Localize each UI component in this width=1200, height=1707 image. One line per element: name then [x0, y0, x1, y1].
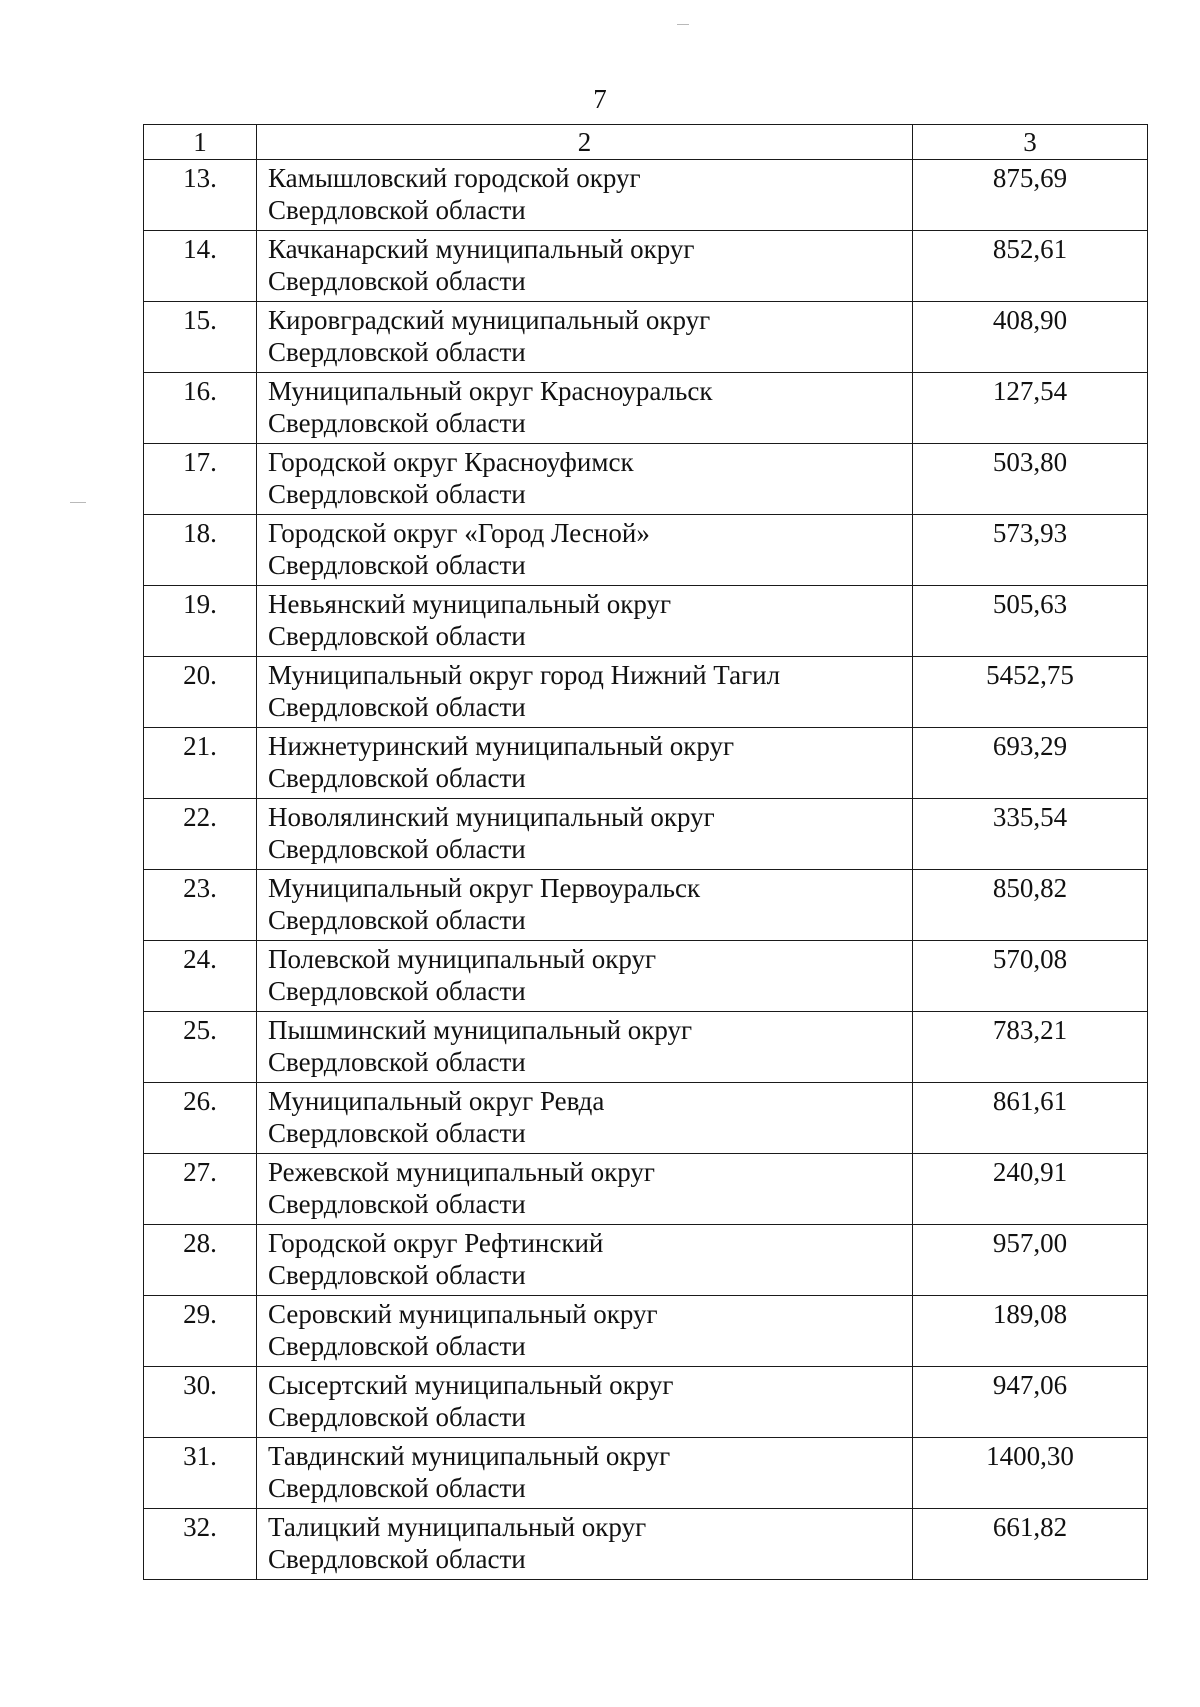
row-number: 23.: [144, 870, 257, 941]
municipality-name-line-2: Свердловской области: [268, 1189, 526, 1219]
row-number: 24.: [144, 941, 257, 1012]
row-value: 861,61: [913, 1083, 1148, 1154]
municipality-name: [257, 1367, 913, 1438]
table-row: [144, 586, 1148, 657]
municipality-name: [257, 160, 913, 231]
municipality-name-line-2: Свердловской области: [268, 479, 526, 509]
row-number: 20.: [144, 657, 257, 728]
row-number: 15.: [144, 302, 257, 373]
row-value: 189,08: [913, 1296, 1148, 1367]
row-number: 13.: [144, 160, 257, 231]
municipality-name-line-2: Свердловской области: [268, 195, 526, 225]
municipality-name: [257, 515, 913, 586]
row-number: 22.: [144, 799, 257, 870]
row-value: 875,69: [913, 160, 1148, 231]
municipality-name-line-1: Кировградский муниципальный округ: [268, 305, 711, 335]
row-number: 19.: [144, 586, 257, 657]
municipality-name-line-2: Свердловской области: [268, 1260, 526, 1290]
municipality-name-line-1: Муниципальный округ город Нижний Тагил: [268, 660, 781, 690]
page-number: 7: [593, 84, 607, 114]
municipality-name-line-1: Городской округ «Город Лесной»: [268, 518, 650, 548]
municipality-name: [257, 1509, 913, 1580]
municipality-name-line-2: Свердловской области: [268, 905, 526, 935]
row-value: 693,29: [913, 728, 1148, 799]
row-value: 505,63: [913, 586, 1148, 657]
municipality-name-line-1: Муниципальный округ Ревда: [268, 1086, 605, 1116]
municipality-name: [257, 586, 913, 657]
scan-mark-top: [677, 24, 689, 25]
municipality-name-line-1: Муниципальный округ Красноуральск: [268, 376, 713, 406]
row-value: 661,82: [913, 1509, 1148, 1580]
table-row: [144, 302, 1148, 373]
municipality-name-line-1: Серовский муниципальный округ: [268, 1299, 658, 1329]
table-row: [144, 231, 1148, 302]
municipality-name: [257, 302, 913, 373]
municipality-name: [257, 231, 913, 302]
municipality-name-line-2: Свердловской области: [268, 550, 526, 580]
header-col-1: 1: [144, 125, 257, 160]
municipality-name: [257, 941, 913, 1012]
row-number: 21.: [144, 728, 257, 799]
table-row: [144, 1296, 1148, 1367]
row-value: 957,00: [913, 1225, 1148, 1296]
municipality-name: [257, 1083, 913, 1154]
municipality-name-line-1: Талицкий муниципальный округ: [268, 1512, 647, 1542]
municipality-name-line-2: Свердловской области: [268, 1402, 526, 1432]
municipality-name-line-2: Свердловской области: [268, 1473, 526, 1503]
municipality-name-line-2: Свердловской области: [268, 692, 526, 722]
municipality-name: [257, 870, 913, 941]
row-number: 25.: [144, 1012, 257, 1083]
table-row: [144, 941, 1148, 1012]
row-value: 5452,75: [913, 657, 1148, 728]
row-value: 783,21: [913, 1012, 1148, 1083]
municipality-name-line-2: Свердловской области: [268, 1118, 526, 1148]
municipality-name-line-2: Свердловской области: [268, 621, 526, 651]
municipality-name: [257, 444, 913, 515]
data-table: [143, 124, 1148, 1580]
row-value: 408,90: [913, 302, 1148, 373]
row-number: 31.: [144, 1438, 257, 1509]
row-value: 1400,30: [913, 1438, 1148, 1509]
table-row: [144, 160, 1148, 231]
table-row: [144, 515, 1148, 586]
table-row: [144, 870, 1148, 941]
row-number: 14.: [144, 231, 257, 302]
municipality-name-line-1: Камышловский городской округ: [268, 163, 641, 193]
municipality-name: [257, 1012, 913, 1083]
scan-mark-left: [70, 502, 86, 503]
municipality-name-line-2: Свердловской области: [268, 1047, 526, 1077]
header-row: [144, 125, 1148, 160]
municipality-name-line-1: Режевской муниципальный округ: [268, 1157, 655, 1187]
table-row: [144, 1154, 1148, 1225]
table-row: [144, 1367, 1148, 1438]
table-row: [144, 1225, 1148, 1296]
row-number: 26.: [144, 1083, 257, 1154]
municipality-name-line-1: Невьянский муниципальный округ: [268, 589, 672, 619]
row-value: 570,08: [913, 941, 1148, 1012]
row-number: 30.: [144, 1367, 257, 1438]
municipality-name-line-1: Новолялинский муниципальный округ: [268, 802, 715, 832]
row-number: 16.: [144, 373, 257, 444]
municipality-name-line-1: Тавдинский муниципальный округ: [268, 1441, 671, 1471]
row-value: 850,82: [913, 870, 1148, 941]
municipality-name-line-2: Свердловской области: [268, 337, 526, 367]
municipality-name-line-1: Сысертский муниципальный округ: [268, 1370, 674, 1400]
row-value: 240,91: [913, 1154, 1148, 1225]
municipality-name-line-1: Полевской муниципальный округ: [268, 944, 657, 974]
municipality-name: [257, 373, 913, 444]
row-number: 32.: [144, 1509, 257, 1580]
municipality-name: [257, 799, 913, 870]
municipality-name-line-2: Свердловской области: [268, 266, 526, 296]
row-number: 27.: [144, 1154, 257, 1225]
table-row: [144, 728, 1148, 799]
header-col-3: 3: [913, 125, 1148, 160]
row-value: 852,61: [913, 231, 1148, 302]
municipality-name-line-1: Нижнетуринский муниципальный округ: [268, 731, 735, 761]
table-row: [144, 1012, 1148, 1083]
table-row: [144, 657, 1148, 728]
municipality-name-line-2: Свердловской области: [268, 1544, 526, 1574]
table-header: [144, 125, 1148, 160]
municipality-name-line-1: Городской округ Красноуфимск: [268, 447, 634, 477]
table-row: [144, 373, 1148, 444]
table-row: [144, 444, 1148, 515]
table-row: [144, 1509, 1148, 1580]
row-number: 17.: [144, 444, 257, 515]
table-body: [144, 160, 1148, 1580]
municipality-name-line-1: Муниципальный округ Первоуральск: [268, 873, 701, 903]
header-col-2: 2: [257, 125, 913, 160]
municipality-name: [257, 1225, 913, 1296]
table-row: [144, 1083, 1148, 1154]
row-value: 573,93: [913, 515, 1148, 586]
municipality-name: [257, 1154, 913, 1225]
row-value: 335,54: [913, 799, 1148, 870]
municipality-name: [257, 728, 913, 799]
table-row: [144, 1438, 1148, 1509]
municipality-name-line-1: Качканарский муниципальный округ: [268, 234, 695, 264]
municipality-name: [257, 1438, 913, 1509]
municipality-name-line-1: Пышминский муниципальный округ: [268, 1015, 693, 1045]
municipality-name-line-2: Свердловской области: [268, 976, 526, 1006]
municipality-name-line-2: Свердловской области: [268, 763, 526, 793]
municipality-name-line-2: Свердловской области: [268, 1331, 526, 1361]
row-value: 947,06: [913, 1367, 1148, 1438]
row-value: 503,80: [913, 444, 1148, 515]
row-number: 29.: [144, 1296, 257, 1367]
municipality-name-line-2: Свердловской области: [268, 834, 526, 864]
municipality-name: [257, 1296, 913, 1367]
row-number: 18.: [144, 515, 257, 586]
row-value: 127,54: [913, 373, 1148, 444]
municipality-name-line-1: Городской округ Рефтинский: [268, 1228, 604, 1258]
municipality-name: [257, 657, 913, 728]
table-row: [144, 799, 1148, 870]
municipality-name-line-2: Свердловской области: [268, 408, 526, 438]
row-number: 28.: [144, 1225, 257, 1296]
